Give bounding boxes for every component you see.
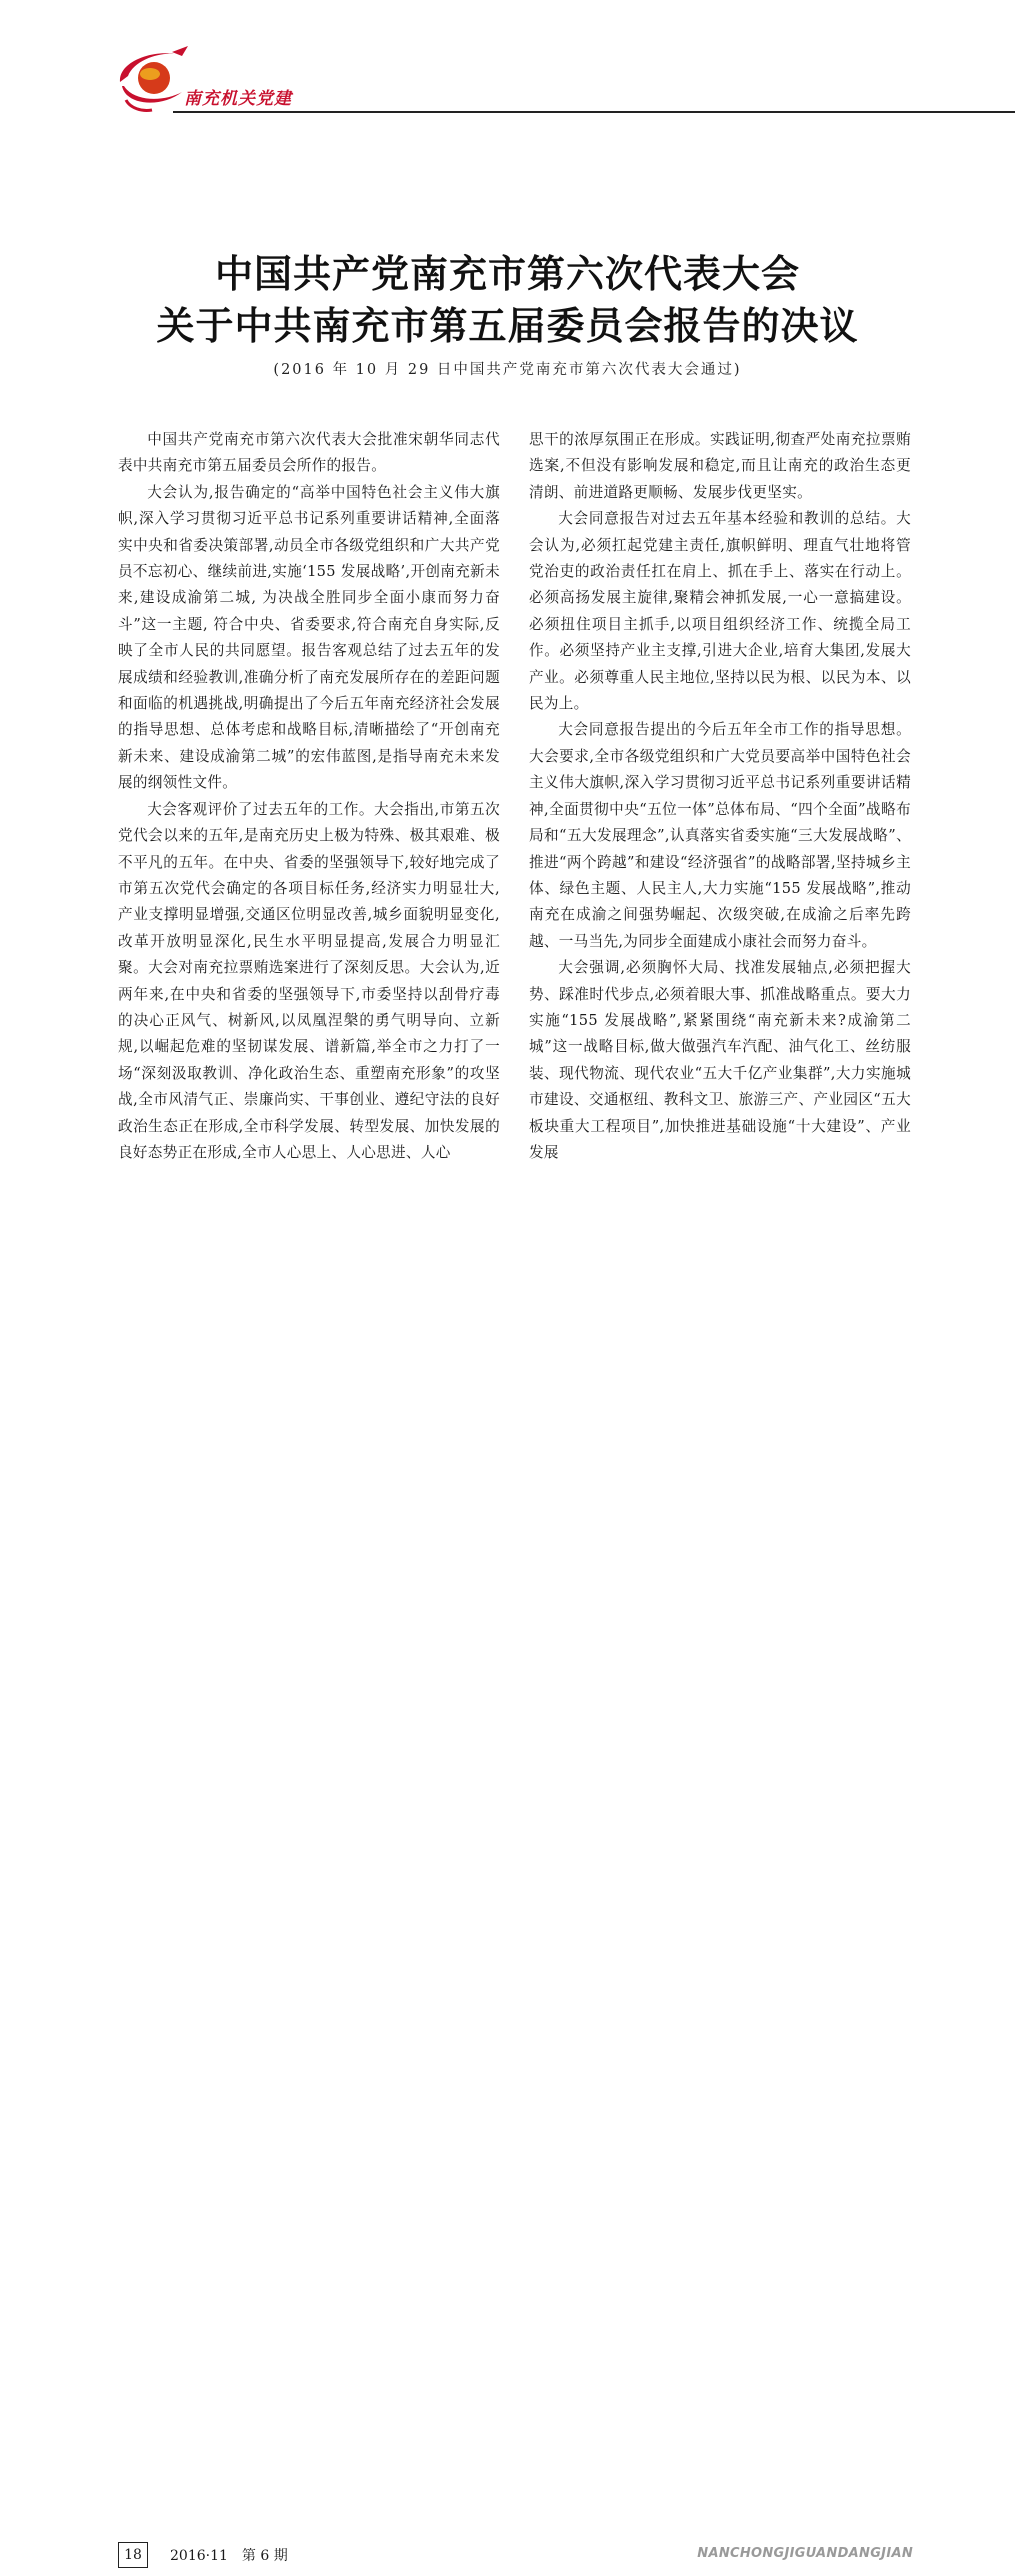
article-subtitle: (2016 年 10 月 29 日中国共产党南充市第六次代表大会通过) xyxy=(273,362,742,378)
article-title xyxy=(0,248,1015,352)
paragraph: 大会同意报告提出的今后五年全市工作的指导思想。大会要求,全市各级党组织和广大党员要高举中国特色社会主义伟大旗帜,深入学习贯彻习近平总书记系列重要讲话精神,全面贯彻中央“五位一体”总体布局、“四个全面”战略布局和“五大发展理念”,认真落实省委实施“三大发展战略”、推进“两个跨越”和建设“经济强省”的战略部署,坚持城乡主体、绿色主题、人民主人,大力实施“155 发展战略”,推动南充在成渝之间强势崛起、次级突破,在成渝之后率先跨越、一马当先,为同步全面建成小康社会而努力奋斗。 xyxy=(529,721,911,950)
page-header xyxy=(0,0,1015,125)
paragraph: 大会同意报告对过去五年基本经验和教训的总结。大会认为,必须扛起党建主责任,旗帜鲜明、理直气壮地将管党治吏的政治责任扛在肩上、抓在手上、落实在行动上。必须高扬发展主旋律,聚精会神抓发展,一心一意搞建设。必须扭住项目主抓手,以项目组织经济工作、统揽全局工作。必须坚持产业主支撑,引进大企业,培育大集团,发展大产业。必须尊重人民主地位,坚持以民为根、以民为本、以民为上。 xyxy=(529,510,911,713)
paragraph: 大会认为,报告确定的“高举中国特色社会主义伟大旗帜,深入学习贯彻习近平总书记系列重要讲话精神,全面落实中央和省委决策部署,动员全市各级党组织和广大共产党员不忘初心、继续前进,实施‘155 发展战略’,开创南充新未来,建设成渝第二城, 为决战全胜同步全面小康而努力奋斗”这一主题, 符合中央、省委要求,符合南充自身实际,反映了全市人民的共同愿望。报告客观总结了过去五年的发展成绩和经验教训,准确分析了南充发展所存在的差距问题和面临的机遇挑战,明确提出了今后五年南充经济社会发展的指导思想、总体考虑和战略目标,清晰描绘了“开创南充新未来、建设成渝第二城”的宏伟蓝图,是指导南充未来发展的纲领性文件。 xyxy=(118,483,500,792)
paragraph: 大会客观评价了过去五年的工作。大会指出,市第五次党代会以来的五年,是南充历史上极为特殊、极其艰难、极不平凡的五年。在中央、省委的坚强领导下,较好地完成了市第五次党代会确定的各项目标任务,经济实力明显壮大,产业支撑明显增强,交通区位明显改善,城乡面貌明显变化,改革开放明显深化,民生水平明显提高,发展合力明显汇聚。大会对南充拉票贿选案进行了深刻反思。大会认为,近两年来,在中央和省委的坚强领导下,市委坚持以刮骨疗毒的决心正风气、树新风,以凤凰涅槃的勇气明导向、立新规,以崛起危难的坚韧谋发展、谱新篇,举全市之力打了一场“深刻汲取教训、净化政治生态、重塑南充形象”的攻坚战,全市风清气正、崇廉尚实、干事创业、遵纪守法的良好政治生态正在形成,全市科学发展、转型发展、加快发展的良好态势正在形成,全市人心思上、人心思进、人心 xyxy=(118,800,500,1161)
page-footer xyxy=(0,1270,1015,2564)
left-column xyxy=(118,427,500,1166)
paragraph: 中国共产党南充市第六次代表大会批准宋朝华同志代表中共南充市第五届委员会所作的报告。 xyxy=(118,431,500,475)
title-line-1: 中国共产党南充市第六次代表大会 xyxy=(214,251,800,296)
title-line-2: 关于中共南充市第五届委员会报告的决议 xyxy=(156,303,859,348)
paragraph: 大会强调,必须胸怀大局、找准发展轴点,必须把握大势、踩准时代步点,必须着眼大事、抓准战略重点。要大力实施“155 发展战略”,紧紧围绕“南充新未来?成渝第二城”这一战略目标,做大做强汽车汽配、油气化工、丝纺服装、现代物流、现代农业“五大千亿产业集群”,大力实施城市建设、交通枢纽、教科文卫、旅游三产、产业园区“五大板块重大工程项目”,加快推进基础设施“十大建设”、产业发展 xyxy=(529,959,911,1161)
header-rule xyxy=(173,111,1015,113)
brand-name: 南充机关党建 xyxy=(184,89,292,109)
right-column xyxy=(529,427,911,1166)
journal-name: NANCHONGJIGUANDANGJIAN xyxy=(697,2546,913,2561)
paragraph: 思干的浓厚氛围正在形成。实践证明,彻查严处南充拉票贿选案,不但没有影响发展和稳定,而且让南充的政治生态更清朗、前进道路更顺畅、发展步伐更坚实。 xyxy=(529,431,911,501)
issue-info: 2016·11 第 6 期 xyxy=(170,2548,288,2564)
party-logo-icon xyxy=(112,42,192,114)
page-number: 18 xyxy=(118,2542,148,2568)
